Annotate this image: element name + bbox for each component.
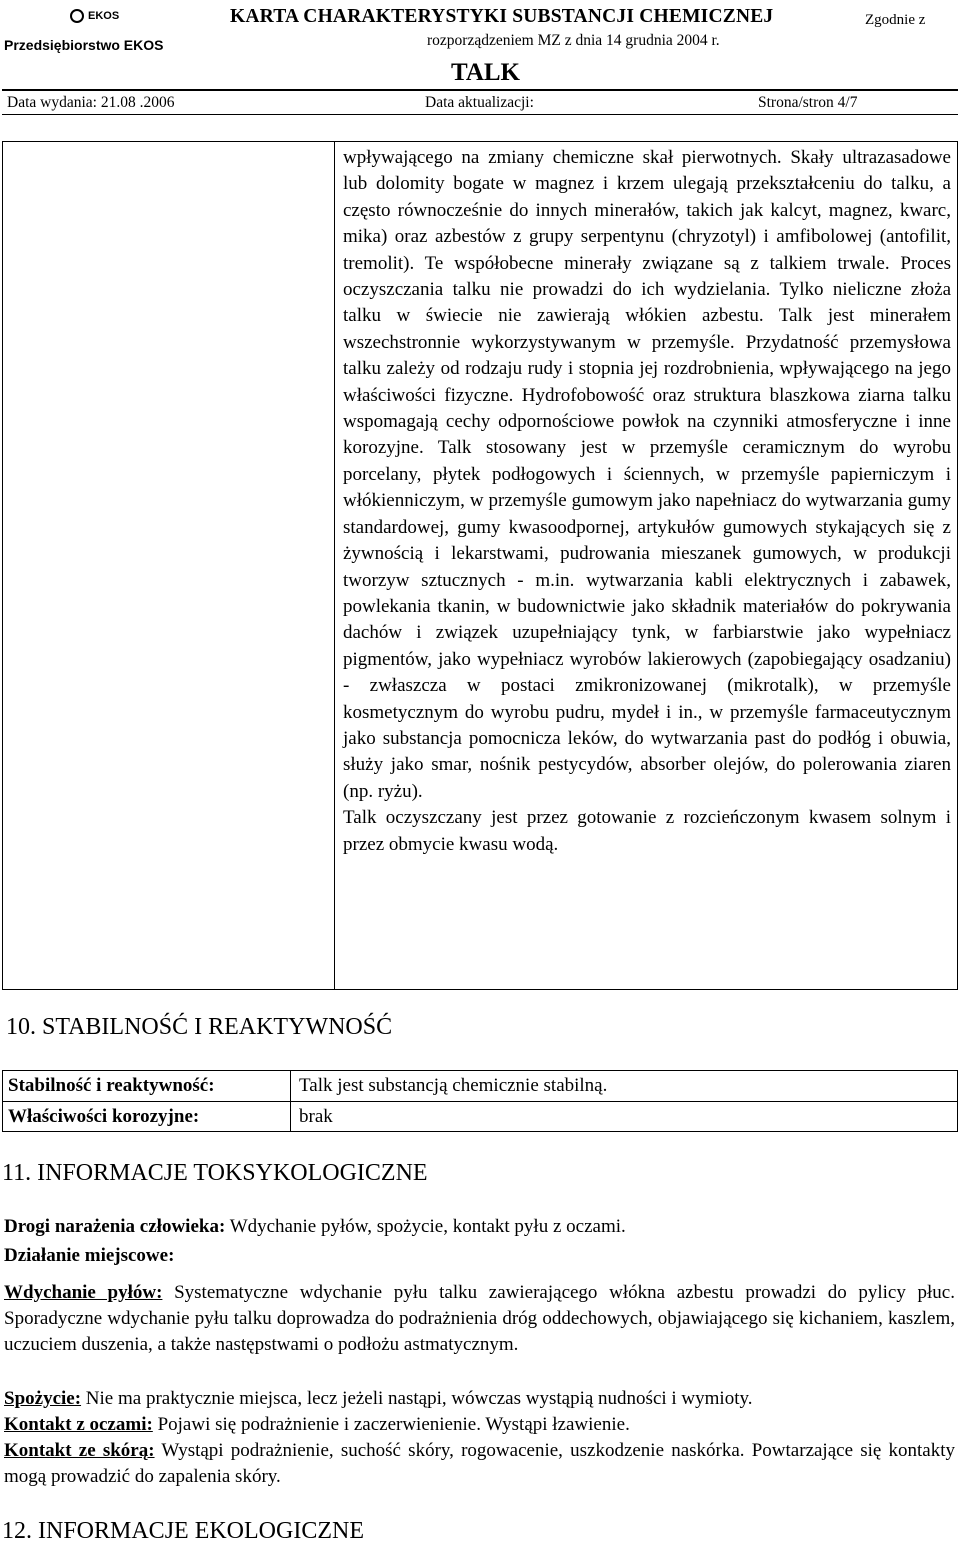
table-row-divider — [2, 1101, 958, 1102]
header-bottom-divider — [2, 114, 958, 115]
exposure-routes — [4, 1214, 955, 1240]
skin-contact-text: Wystąpi podrażnienie, suchość skóry, rogowacenie, uszkodzenie naskórka. Powtarzające się kontakty mogą prowadzić do zapalenia skóry. — [4, 1440, 955, 1488]
ingestion-text: Nie ma praktycznie miejsca, lecz jeżeli nastąpi, wówczas wystąpią nudności i wymioty. — [81, 1388, 753, 1409]
compliance-label: Zgodnie z — [865, 12, 926, 28]
ingestion-label: Spożycie: — [4, 1388, 82, 1409]
logo-text: EKOS — [88, 10, 120, 22]
table-column-divider — [290, 1070, 291, 1132]
inhalation-text: Systematyczne wdychanie pyłu talku zawierającego włókna azbestu prowadzi do pylicy płuc. Sporadyczne wdychanie pyłu talku doprowadza do podrażnienia dróg oddechowych, objawiającego się kichaniem, kaszlem, uczuciem duszenia, a także następstwami o podłożu astmatycznym. — [4, 1282, 955, 1356]
exposure-routes-text: Wdychanie pyłów, spożycie, kontakt pyłu z oczami. — [225, 1216, 626, 1237]
stability-label: Stabilność i reaktywność: — [8, 1075, 215, 1096]
inhalation-label: Wdychanie pyłów: — [4, 1282, 163, 1303]
skin-contact-effects — [4, 1438, 955, 1490]
update-date: Data aktualizacji: — [425, 94, 534, 111]
eye-contact-text: Pojawi się podrażnienie i zaczerwienienie. Wystąpi łzawienie. — [152, 1414, 630, 1435]
description-paragraph: wpływającego na zmiany chemiczne skał pierwotnych. Skały ultrazasadowe lub dolomity bogate w magnez i krzem ulegają przekształceniu do talku, a często równocześnie do innych minerałów, takich jak kalcyt, magnez, kwarc, mika) oraz azbestów z grupy serpentynu (chryzotyl) i amfibolowej (antofilit, tremolit). Te współobecne minerały związane są z talkiem trwale. Proces oczyszczania talku nie prowadzi do ich wydzielania. Tylko nieliczne złoża talku w świecie nie zawierają włókien azbestu. Talk jest minerałem wszechstronnie wykorzystywanym w przemyśle. Przydatność przemysłowa talku zależy od rodzaju rudy i stopnia jej rozdrobnienia, wpływającego na jego właściwości fizyczne. Hydrofobowość oraz struktura blaszkowa ziarna talku wspomagają cechy odpornościowe powłok na czynniki atmosferyczne i inne korozyjne. Talk stosowany jest w przemyśle ceramicznym do wyrobu porcelany, płytek podłogowych i ściennych, w przemyśle papierniczym i włókienniczym, w przemyśle gumowym jako napełniacz do wytwarzania gumy standardowej, gumy kwasoodpornej, artykułów gumowych stykających się z żywnością i lekarstwami, pudrowania mieszanek gumowych, w produkcji tworzyw sztucznych - m.in. wytwarzania kabli elektrycznych i zabawek, powlekania tkanin, w budownictwie jako składnik materiałów do pokrywania dachów i związek uzupełniający tynk, w farbiarstwie jako wypełniacz pigmentów, jako wypełniacz wyrobów lakierowych (zapobiegający osadzaniu) - zwłaszcza w postaci zmikronizowanej (mikrotalk), w przemyśle kosmetycznym do wyrobu pudru, mydeł i in., w przemyśle farmaceutycznym jako substancja pomocnicza leków, do wytwarzania past do podłóg i obuwia, służy jako smar, nośnik pestycydów, absorber olejów, do polerowania ziaren (np. ryżu). — [343, 147, 951, 802]
local-effects-label: Działanie miejscowe: — [4, 1245, 175, 1266]
eye-contact-label: Kontakt z oczami: — [4, 1414, 153, 1435]
eye-contact-effects — [4, 1412, 955, 1438]
issue-date: Data wydania: 21.08 .2006 — [7, 94, 175, 111]
page-number: Strona/stron 4/7 — [758, 94, 858, 111]
product-name: TALK — [451, 59, 520, 86]
regulation-text: rozporządzeniem MZ z dnia 14 grudnia 2004 r. — [427, 32, 720, 49]
company-logo — [70, 6, 140, 26]
section-11-heading: 11. INFORMACJE TOKSYKOLOGICZNE — [2, 1160, 428, 1186]
corrosive-label: Właściwości korozyjne: — [8, 1106, 200, 1127]
document-title: KARTA CHARAKTERYSTYKI SUBSTANCJI CHEMICZNEJ — [230, 6, 774, 27]
description-paragraph: Talk oczyszczany jest przez gotowanie z rozcieńczonym kwasem solnym i przez obmycie kwasu wodą. — [343, 807, 951, 855]
inhalation-effects — [4, 1280, 955, 1359]
skin-contact-label: Kontakt ze skórą: — [4, 1440, 155, 1461]
section-10-heading: 10. STABILNOŚĆ I REAKTYWNOŚĆ — [6, 1014, 393, 1040]
table-column-divider — [334, 141, 335, 990]
stability-value: Talk jest substancją chemicznie stabilną. — [299, 1075, 608, 1096]
talc-description — [343, 145, 951, 858]
company-name: Przedsiębiorstwo EKOS — [4, 37, 164, 53]
local-effects — [4, 1243, 955, 1269]
header-divider — [2, 89, 958, 91]
logo-icon — [70, 9, 84, 23]
ingestion-effects — [4, 1386, 955, 1412]
corrosive-value: brak — [299, 1106, 333, 1127]
exposure-routes-label: Drogi narażenia człowieka: — [4, 1216, 226, 1237]
section-12-heading: 12. INFORMACJE EKOLOGICZNE — [2, 1518, 364, 1544]
